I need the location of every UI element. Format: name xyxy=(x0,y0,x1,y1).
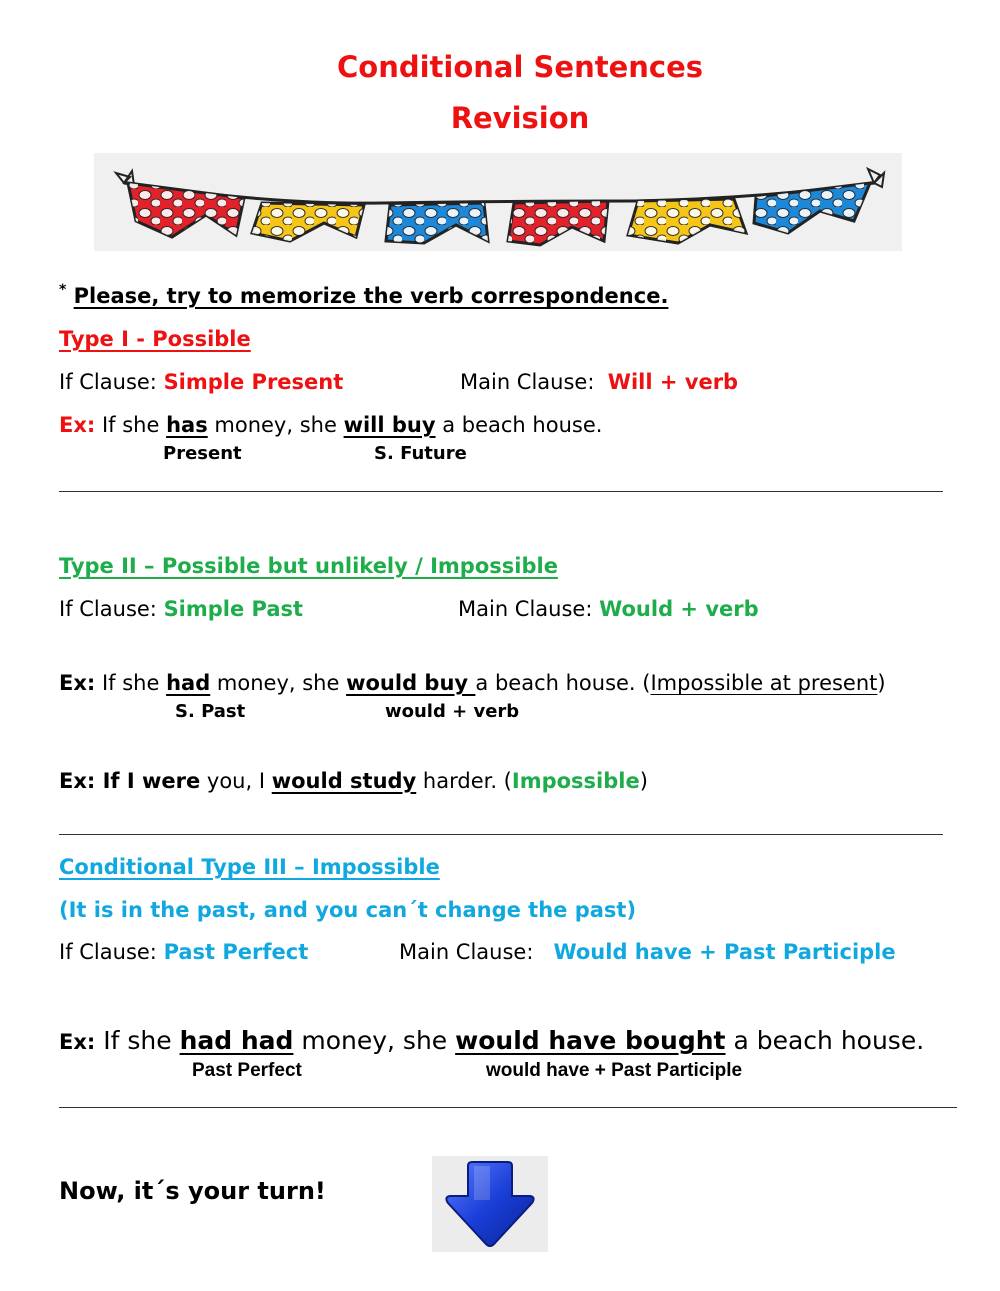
type1-main-clause xyxy=(460,370,738,394)
divider xyxy=(59,491,943,492)
type3-ex-text: a beach house. xyxy=(725,1026,925,1055)
type3-if-label: If Clause: xyxy=(59,940,164,964)
type1-ex-text: a beach house. xyxy=(435,413,603,437)
type2-ex1-text: ) xyxy=(877,671,886,695)
type3-ex-text: If she xyxy=(95,1026,180,1055)
type3-ex-verb2: would have bought xyxy=(455,1026,726,1055)
type2-ex2-text: ) xyxy=(639,769,648,793)
instruction-star: * xyxy=(59,282,67,298)
type3-main-clause xyxy=(399,940,896,964)
type1-if-label: If Clause: xyxy=(59,370,164,394)
page-title: Conditional Sentences xyxy=(336,50,704,84)
type1-note1: Present xyxy=(163,443,242,464)
type3-main-value: Would have + Past Participle xyxy=(553,940,896,964)
type3-subheading: (It is in the past, and you can´t change the past) xyxy=(59,898,637,922)
type2-ex1-note: Impossible at present xyxy=(650,671,878,695)
type2-ex1-text: If she xyxy=(95,671,167,695)
type1-ex-verb1: has xyxy=(166,413,208,437)
type2-if-clause xyxy=(59,597,303,621)
type3-main-label: Main Clause: xyxy=(399,940,554,964)
page-subtitle: Revision xyxy=(450,101,590,135)
type1-main-value: Will + verb xyxy=(607,370,739,394)
type2-if-value: Simple Past xyxy=(163,597,304,621)
type1-ex-text: If she xyxy=(95,413,167,437)
type1-if-clause xyxy=(59,370,343,394)
type2-ex2-verb: would study xyxy=(271,769,417,793)
type2-ex1-text: money, she xyxy=(210,671,347,695)
type2-ex2-text: harder. ( xyxy=(416,769,512,793)
type2-ex2-text: you, I xyxy=(200,769,272,793)
divider xyxy=(59,834,943,835)
type3-example xyxy=(59,1026,924,1055)
type2-ex1-verb2: would buy xyxy=(346,671,476,695)
type1-example xyxy=(59,413,602,437)
instruction xyxy=(59,284,668,308)
type1-ex-verb2: will buy xyxy=(343,413,436,437)
type2-note1: S. Past xyxy=(175,701,246,722)
type3-if-clause xyxy=(59,940,308,964)
type3-if-value: Past Perfect xyxy=(163,940,309,964)
type3-heading: Conditional Type III – Impossible xyxy=(59,855,440,879)
type2-ex2-label: Ex: If I were xyxy=(59,769,201,793)
type3-ex-verb1: had had xyxy=(179,1026,294,1055)
bunting-flags-icon xyxy=(94,153,902,251)
type2-example-1 xyxy=(59,671,886,695)
type2-if-label: If Clause: xyxy=(59,597,164,621)
type2-ex1-verb1: had xyxy=(166,671,211,695)
type1-main-label: Main Clause: xyxy=(460,370,608,394)
type1-ex-text: money, she xyxy=(207,413,344,437)
type1-ex-label: Ex: xyxy=(59,413,96,437)
type1-if-value: Simple Present xyxy=(163,370,344,394)
type3-note2: would have + Past Participle xyxy=(486,1060,743,1081)
type1-note2: S. Future xyxy=(374,443,467,464)
type2-example-2 xyxy=(59,769,648,793)
type2-ex1-label: Ex: xyxy=(59,671,96,695)
type2-note2: would + verb xyxy=(385,701,520,722)
type3-ex-text: money, she xyxy=(293,1026,456,1055)
type3-ex-label: Ex: xyxy=(59,1030,96,1054)
type2-ex1-text: a beach house. ( xyxy=(475,671,651,695)
closing-text: Now, it´s your turn! xyxy=(59,1177,326,1205)
type2-main-value: Would + verb xyxy=(599,597,759,621)
divider xyxy=(59,1107,957,1108)
instruction-text: Please, try to memorize the verb correspondence. xyxy=(73,284,669,308)
type1-heading: Type I - Possible xyxy=(59,327,251,351)
down-arrow-icon xyxy=(432,1156,548,1252)
type2-main-clause xyxy=(458,597,759,621)
type2-heading: Type II – Possible but unlikely / Impossible xyxy=(59,554,558,578)
type2-main-label: Main Clause: xyxy=(458,597,600,621)
type2-ex2-note: Impossible xyxy=(511,769,640,793)
type3-note1: Past Perfect xyxy=(192,1060,302,1081)
